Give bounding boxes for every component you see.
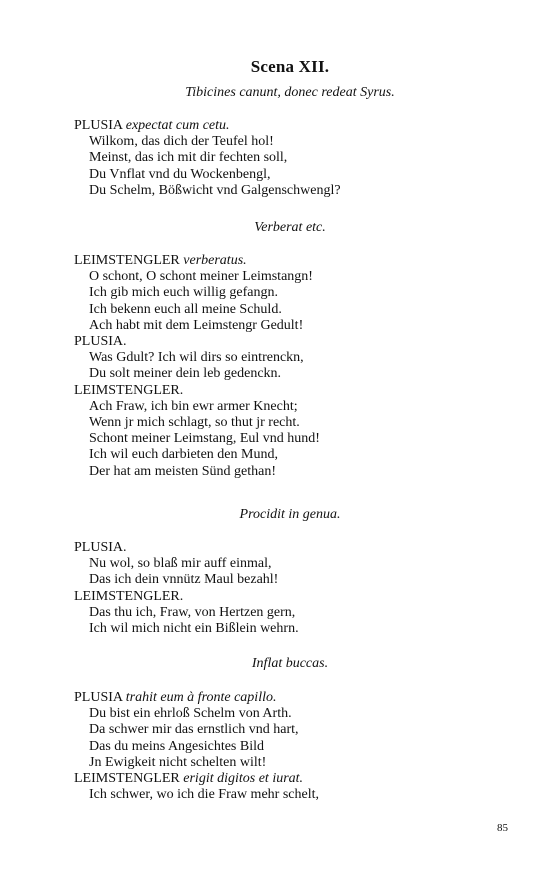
stage-direction: Procidit in genua. [239,507,341,522]
speaker-name: PLUSIA. [74,334,127,350]
speaker-line [74,253,320,269]
verse-line: Meinst, das ich mit dir fechten soll, [89,150,288,166]
verse-line: Jn Ewigkeit nicht schelten wilt! [89,754,267,770]
dialogue-section [74,690,319,803]
verse-line: Ich gib mich euch willig gefangn. [89,285,278,301]
verse-line: Wenn jr mich schlagt, so thut jr recht. [89,415,300,431]
verse-line: Da schwer mir das ernstlich vnd hart, [89,722,299,738]
stage-direction: Verberat etc. [254,220,326,235]
speaker-name: LEIMSTENGLER [74,771,180,787]
verse-line: O schont, O schont meiner Leimstangn! [89,269,313,285]
verse-line: Das du meins Angesichtes Bild [89,738,264,754]
verse-line: Das ich dein vnnütz Maul bezahl! [89,572,279,588]
verse-line: Nu wol, so blaß mir auff einmal, [89,556,272,572]
stage-direction: Inflat buccas. [251,656,329,671]
stage-direction: Tibicines canunt, donec redeat Syrus. [185,85,395,100]
verse-line: Ich wil euch darbieten den Mund, [89,447,278,463]
speaker-line [74,771,319,787]
verse-line: Du Vnflat vnd du Wockenbengl, [89,166,271,182]
speaker-name: LEIMSTENGLER. [74,382,184,398]
speaker-line [74,589,299,605]
speaker-line [74,334,320,350]
speaker-action: verberatus. [183,253,247,268]
verse-line: Ich bekenn euch all meine Schuld. [89,301,282,317]
verse-line: Das thu ich, Fraw, von Hertzen gern, [89,604,296,620]
speaker-name: LEIMSTENGLER [74,253,180,268]
verse-line: Der hat am meisten Sünd gethan! [89,463,277,479]
verse-line: Du solt meiner dein leb gedenckn. [89,366,282,382]
speaker-action: expectat cum cetu. [125,118,230,133]
verse-line: Du Schelm, Bößwicht vnd Galgenschwengl? [89,182,341,198]
verse-line: Wilkom, das dich der Teufel hol! [89,134,274,150]
speaker-name: PLUSIA [74,690,123,705]
dialogue-section [74,253,320,480]
speaker-line [74,383,320,399]
verse-line: Ich wil mich nicht ein Bißlein wehrn. [89,621,299,637]
page-number: 85 [497,822,508,834]
speaker-action: trahit eum à fronte capillo. [125,690,277,705]
verse-line: Ich schwer, wo ich die Fraw mehr schelt, [89,787,319,803]
speaker-name: PLUSIA [74,118,123,133]
dialogue-section [74,540,299,637]
speaker-line [74,118,341,134]
speaker-line [74,690,319,706]
speaker-line [74,540,299,556]
speaker-name: PLUSIA. [74,540,127,555]
verse-line: Schont meiner Leimstang, Eul vnd hund! [89,431,320,447]
dialogue-section [74,118,341,199]
verse-line: Ach habt mit dem Leimstengr Gedult! [89,317,304,333]
scene-title: Scena XII. [250,57,330,76]
speaker-name: LEIMSTENGLER. [74,588,184,604]
speaker-action: erigit digitos et iurat. [183,771,304,787]
verse-line: Ach Fraw, ich bin ewr armer Knecht; [89,398,298,414]
verse-line: Du bist ein ehrloß Schelm von Arth. [89,706,292,722]
verse-line: Was Gdult? Ich wil dirs so eintrenckn, [89,350,304,366]
